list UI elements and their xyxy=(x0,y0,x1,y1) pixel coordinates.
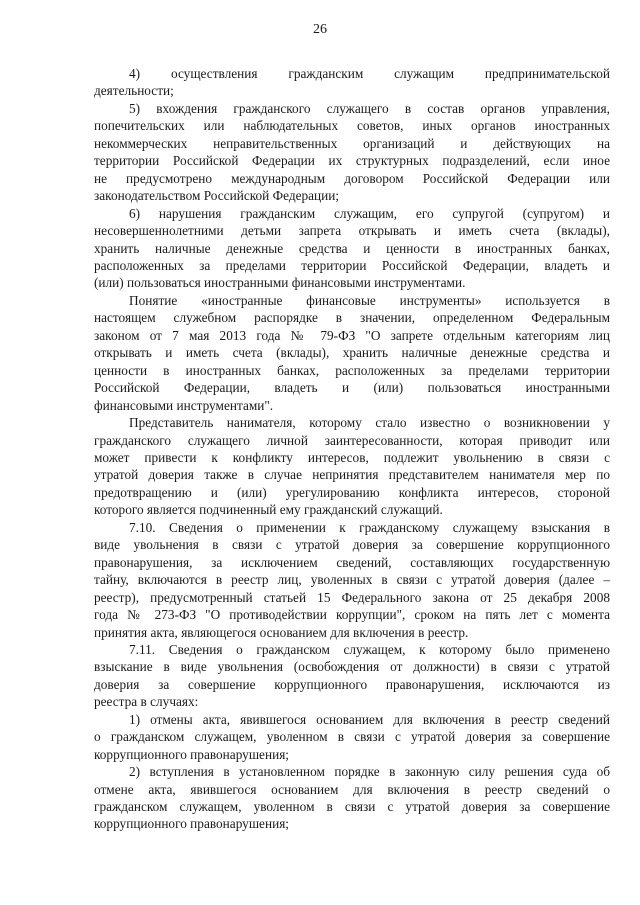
text-line: открывать и иметь счета (вклады), хранить наличные денежные средства и xyxy=(94,345,610,361)
text-line: 7.11. Сведения о гражданском служащем, к которому было применено xyxy=(129,641,610,657)
text-line: хранить наличные денежные средства и ценности в иностранных банках, xyxy=(94,240,610,256)
text-line: Представитель нанимателя, которому стало известно о возникновении у xyxy=(129,415,610,431)
text-line: года № 273-ФЗ "О противодействии коррупции", сроком на пять лет с момента xyxy=(94,607,610,623)
text-line: гражданского служащего личной заинтересованности, которая приводит или xyxy=(94,432,610,448)
text-line: 1) отмены акта, явившегося основанием для включения в реестр сведений xyxy=(129,711,610,727)
text-line: виде увольнения в связи с утратой доверия за совершение коррупционного xyxy=(94,537,610,553)
text-line: ценности в иностранных банках, расположенных за пределами территории xyxy=(94,362,610,378)
text-line: взыскание в виде увольнения (освобождения от должности) в связи с утратой xyxy=(94,659,610,675)
text-line: 7.10. Сведения о применении к гражданскому служащему взыскания в xyxy=(129,519,610,535)
text-line: 5) вхождения гражданского служащего в состав органов управления, xyxy=(129,100,610,116)
text-line: Российской Федерации, владеть и (или) пользоваться иностранными xyxy=(94,380,610,396)
text-line: отмене акта, явившегося основанием для включения в реестр сведений о xyxy=(94,781,610,797)
page-number: 26 xyxy=(313,22,327,37)
text-line: утратой доверия также в случае непринятия представителем нанимателя мер по xyxy=(94,467,610,483)
text-line: настоящем служебном распорядке в значении, определенном Федеральным xyxy=(94,310,610,326)
text-line: несовершеннолетними детьми запрета открывать и иметь счета (вклады), xyxy=(94,223,610,239)
text-line: финансовыми инструментами". xyxy=(94,397,274,413)
document-body xyxy=(94,65,610,833)
text-line: гражданском служащем, уволенном в связи с утратой доверия за совершение xyxy=(94,799,610,815)
paragraph xyxy=(94,414,610,519)
text-line: 6) нарушения гражданским служащим, его супругой (супругом) и xyxy=(129,205,610,221)
text-line: реестра в случаях: xyxy=(94,694,199,710)
paragraph xyxy=(94,100,610,205)
text-line: о гражданском служащем, уволенном в связи с утратой доверия за совершение xyxy=(94,729,610,745)
text-line: расположенных за пределами территории Российской Федерации, владеть и xyxy=(94,257,610,273)
text-line: деятельности; xyxy=(94,83,174,99)
paragraph xyxy=(94,763,610,833)
paragraph xyxy=(94,65,610,100)
text-line: реестр), предусмотренный статьей 15 Федерального закона от 25 декабря 2008 xyxy=(94,589,610,605)
text-line: законом от 7 мая 2013 года № 79-ФЗ "О запрете отдельным категориям лиц xyxy=(94,327,610,343)
text-line: 4) осуществления гражданским служащим предпринимательской xyxy=(129,66,610,81)
text-line: попечительских или наблюдательных советов, иных органов иностранных xyxy=(94,118,610,134)
paragraph xyxy=(94,711,610,763)
text-line: Понятие «иностранные финансовые инструменты» используется в xyxy=(129,292,610,308)
text-line: тайну, включаются в реестр лиц, уволенных в связи с утратой доверия (далее – xyxy=(94,572,610,588)
text-line: некоммерческих неправительственных организаций и действующих на xyxy=(94,135,610,151)
text-line: законодательством Российской Федерации; xyxy=(94,188,340,204)
paragraph xyxy=(94,292,610,414)
paragraph xyxy=(94,205,610,292)
text-line: 2) вступления в установленном порядке в законную силу решения суда об xyxy=(129,764,610,780)
text-line: не предусмотрено международным договором Российской Федерации или xyxy=(94,170,610,186)
text-line: (или) пользоваться иностранными финансовыми инструментами. xyxy=(94,275,466,291)
text-line: территории Российской Федерации их структурных подразделений, если иное xyxy=(94,153,610,169)
text-line: коррупционного правонарушения; xyxy=(94,816,289,832)
text-line: доверия за совершение коррупционного правонарушения, исключаются из xyxy=(94,676,610,692)
text-line: правонарушения, за исключением сведений, составляющих государственную xyxy=(94,554,610,570)
text-line: принятия акта, являющегося основанием для включения в реестр. xyxy=(94,624,469,640)
text-line: коррупционного правонарушения; xyxy=(94,746,289,762)
paragraph xyxy=(94,641,610,711)
paragraph xyxy=(94,519,610,641)
text-line: которого является подчиненный ему гражданский служащий. xyxy=(94,502,443,518)
text-line: предотвращению и (или) урегулированию конфликта интересов, стороной xyxy=(94,484,610,500)
text-line: может привести к конфликту интересов, подлежит увольнению в связи с xyxy=(94,449,610,465)
